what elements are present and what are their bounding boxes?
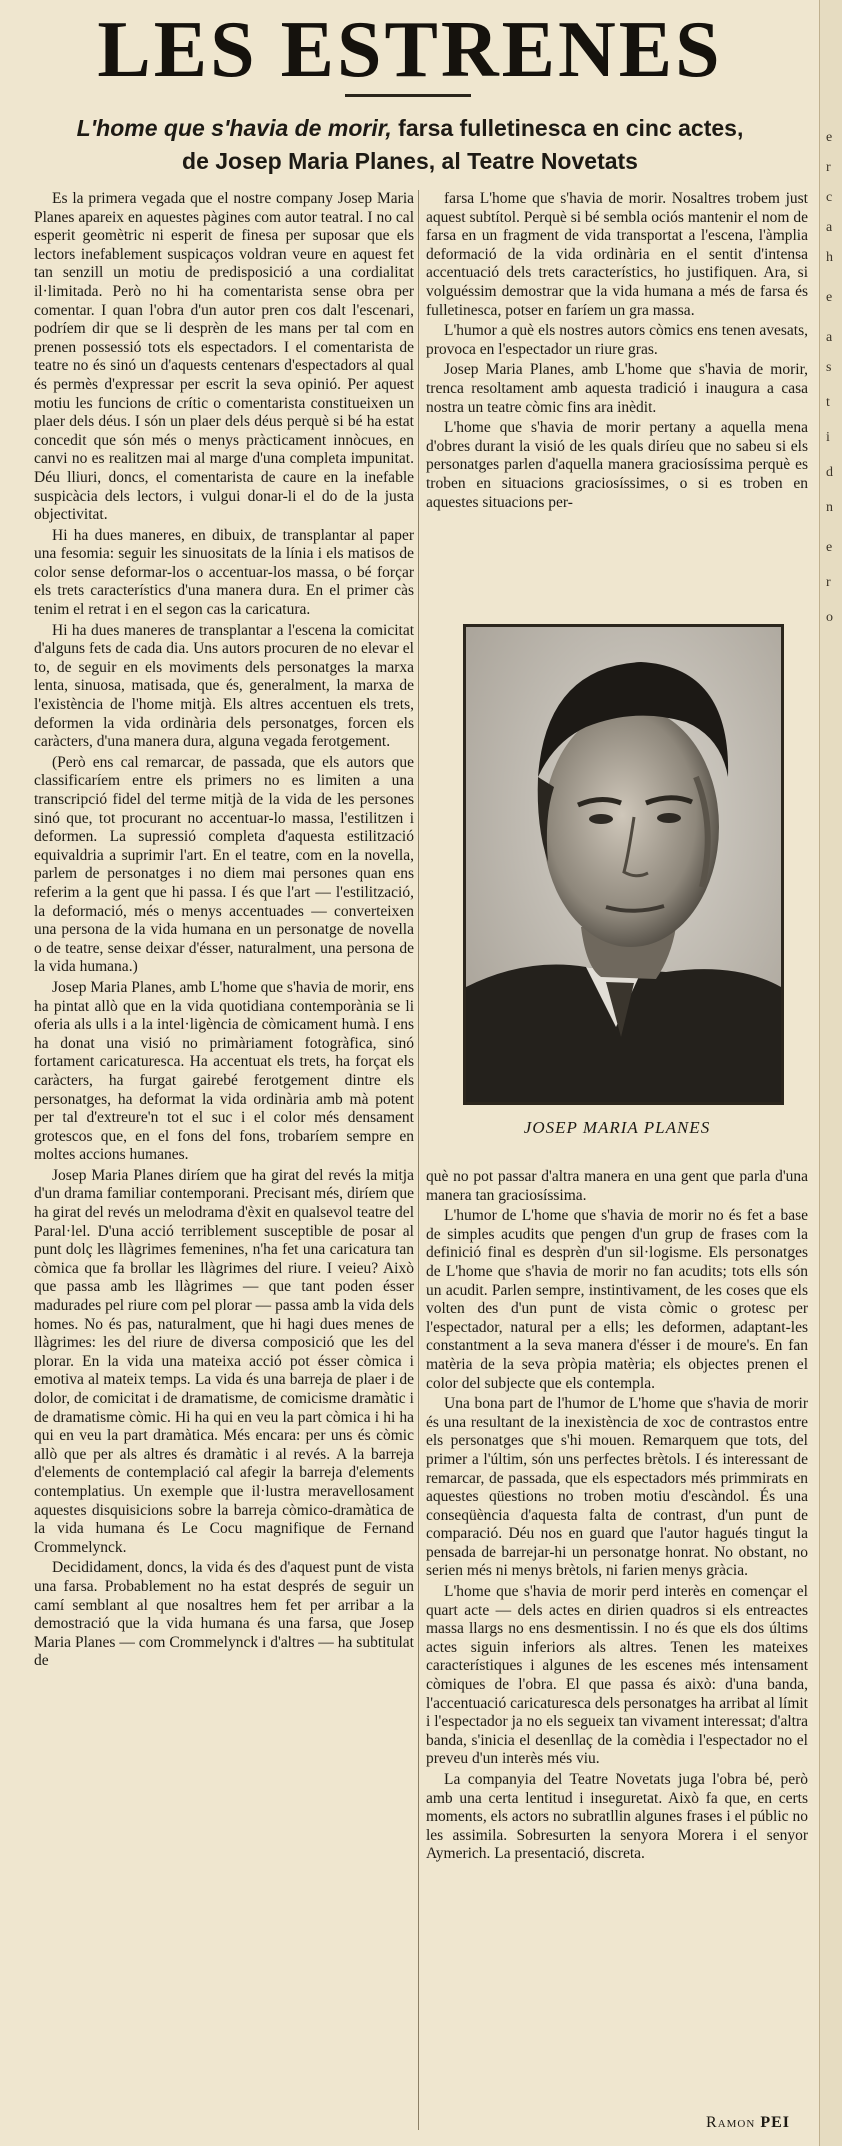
portrait-caption: JOSEP MARIA PLANES xyxy=(523,1118,711,1137)
paragraph: farsa L'home que s'havia de morir. Nosaltres trobem just aquest subtítol. Perquè si bé sembla ociós mantenir el nom de farsa en un fragment de vida transportat a l'escena, l'àmplia deformació de la vida ordinària en el sentit d'intensa accentuació dels trets característics, ho justifiquen. Ara, si volguéssim demostrar que la vida humana a més de farsa és fulletinesca, potser en faríem un gra massa. xyxy=(426,190,808,319)
author-portrait xyxy=(463,624,784,1105)
paragraph: Josep Maria Planes, amb L'home que s'havia de morir, trenca resoltament amb aquesta tradició i inaugura a casa nostra un teatre còmic fins ara inèdit. xyxy=(426,361,808,416)
paragraph: L'humor de L'home que s'havia de morir no és fet a base de simples acudits que pengen d'un grup de frases com la definició final es desprèn d'un sil·logisme. Els personatges de L'home que s'havia de morir no fan acudits; tots ells són un acudit. Parlen sempre, instintivament, de les coses que els volten des d'un punt de vista còmic o grotesc per l'espectador, natural per a ells; les deformen, adaptant-les constantment a la seva manera d'ésser i de moure's. En fan matèria de la seva pròpia matèria; els objectes prenen el color del subjecte que els contempla. xyxy=(426,1207,808,1392)
author-signature xyxy=(706,2114,790,2132)
right-column-top xyxy=(426,190,808,608)
edge-glyph: r xyxy=(826,575,831,590)
edge-glyph: e xyxy=(826,540,833,555)
paragraph: Decididament, doncs, la vida és des d'aquest punt de vista una farsa. Probablement no ha estat després de seguir un camí semblant al que nosaltres hem fet per arribar a la demostració que la vida humana és una farsa, que Josep Maria Planes — com Crommelynck i d'altres — ha subtitulat de xyxy=(34,1559,414,1670)
edge-glyph: t xyxy=(826,395,830,410)
adjacent-page-edge xyxy=(819,0,842,2146)
column-divider xyxy=(418,190,419,2130)
edge-glyph: r xyxy=(826,160,831,175)
subtitle-line-1 xyxy=(20,112,800,145)
edge-glyph: n xyxy=(826,500,833,515)
article-subtitle xyxy=(20,112,800,178)
paragraph: Hi ha dues maneres, en dibuix, de transplantar al paper una fesomia: seguir les sinuositats de la línia i els matisos de color sense deformar-los o accentuar-los massa, o bé forçar els trets característics d'una manera dura. En el primer càs tenim el retrat i en el segon cas la caricatura. xyxy=(34,526,414,619)
paragraph: L'humor a què els nostres autors còmics ens tenen avesats, provoca en l'espectador un riure gras. xyxy=(426,322,808,358)
portrait-drawing xyxy=(466,627,781,1102)
paragraph: Josep Maria Planes diríem que ha girat del revés la mitja d'un drama familiar contemporani. Precisant més, diríem que ha girat del revés un melodrama d'èxit en qualsevol teatre del Paral·lel. D'una acció terriblement susceptible de posar al punt dolç les llàgrimes femenines, n'ha fet una caricatura tan còmica que fa brollar les llàgrimes del riure. I veieu? Això que passa amb les llàgrimes — que tant poden ésser madurades pel riure com pel plorar — passa amb la vida dels homes. No és pas, naturalment, que hi hagi dues menes de llàgrimes: les del riure de diversa composició que les del plorar. En la vida una mateixa acció pot ésser còmica i emotiva al mateix temps. La vida és una barreja de plaer i de dolor, de comicitat i de dramatisme, de comicisme dramàtic i de dramatisme còmic. Hi ha qui en veu la part còmica i hi ha qui en veu la part dramàtica. Més encara: per uns és còmic allò que per als altres és dramàtic i al revés. A la barreja d'elements de contemplació cal afegir la barreja d'elements contemplatius. Un exemple que il·lustra meravellosament aquestes disquisicions sobre la barreja còmico-dramàtica de la vida humana és Le Cocu magnifique de Fernand Crommelynck. xyxy=(34,1166,414,1556)
masthead: LES ESTRENES xyxy=(97,6,723,94)
edge-glyph: c xyxy=(826,190,833,205)
paragraph: Una bona part de l'humor de L'home que s'havia de morir és una resultant de la inexistència de xoc de contrastos entre els personatges que s'hi mouen. Remarquem que tots, del primer a l'últim, són uns perfectes brètols. I és interessant de remarcar, de passada, que els espectadors més primmirats en aquestes qüestions no troben motiu d'escàndol. És una conseqüència d'aquesta falta de contrast, d'un punt de comparació. Déu nos en guard que l'autor hagués tingut la pensada de barrejar-hi un personatge honrat. No obstant, no serien més ni menys brètols, ni farien menys gràcia. xyxy=(426,1395,808,1580)
paragraph: (Però ens cal remarcar, de passada, que els autors que classificaríem entre els primers no es limiten a una transcripció fidel del terme mitjà de la vida de les persones sinó que, tot procurant no accentuar-lo massa, l'estilitzen i deformen. La supressió completa d'aquesta estilització equivaldria a suprimir l'art. En el teatre, com en la novella, parlem de personatges i no diem mai persones quan ens referim a la gent que hi passa. I és que l'art — l'estilització, la deformació, més o menys accentuades — converteixen una persona de la vida humana en un personatge de novella o de teatre, sense deixar d'ésser, naturalment, una persona de la vida humana.) xyxy=(34,753,414,976)
edge-glyph: a xyxy=(826,330,833,345)
paragraph: L'home que s'havia de morir pertany a aquella mena d'obres durant la visió de les quals diríeu que no sabeu si els personatges parlen d'aquella manera graciosíssima perquè es troben en situacions graciosíssimes, o si es troben en aquestes situacions per- xyxy=(426,419,808,511)
signature-first-name: Ramon xyxy=(706,2114,756,2131)
left-column xyxy=(34,190,414,2140)
paragraph: Josep Maria Planes, amb L'home que s'havia de morir, ens ha pintat allò que en la vida quotidiana contemporània se li oferia als ulls i a la intel·ligència de còmicament humà. I ens ha donat una visió no primàriament fotogràfica, sinó fortament caricaturesca. Ha accentuat els trets, ha forçat els caràcters, ha furgat gairebé ferotgement dintre els personatges, ha deformat la vida ordinària amb mà potent per tal d'extreure'n tot el suc i el color més densament grotescos que, en el fons del fons, trobaríem sempre en moltes accions humanes. xyxy=(34,978,414,1164)
subtitle-line-2: de Josep Maria Planes, al Teatre Novetats xyxy=(182,148,638,174)
edge-glyph: d xyxy=(826,465,833,480)
paragraph: què no pot passar d'altra manera en una gent que parla d'una manera tan graciosíssima. xyxy=(426,1168,808,1204)
edge-glyph: e xyxy=(826,130,833,145)
paragraph: Hi ha dues maneres de transplantar a l'escena la comicitat d'alguns fets de cada dia. Uns autors procuren de no elevar el to, de seguir en els moviments dels personatges la marxa lenta, sinuosa, matisada, que és, generalment, la marxa de l'existència de l'home mitjà. Els altres accentuen els trets, deformen la vida ordinària dels personatges, forcen els caràcters, d'una manera dura, alguna vegada ferotgement. xyxy=(34,621,414,751)
edge-glyph: h xyxy=(826,250,833,265)
edge-glyph: a xyxy=(826,220,833,235)
play-title: L'home que s'havia de morir, xyxy=(76,115,392,141)
signature-last-name: PEI xyxy=(760,2114,790,2131)
edge-glyph: e xyxy=(826,290,833,305)
edge-glyph: s xyxy=(826,360,832,375)
paragraph: L'home que s'havia de morir perd interès en començar el quart acte — dels actes en dirien quadros si els entreactes massa llargs no ens desmentissin. I no és que els dos últims actes siguin inferiors als altres. Tenen les mateixes característiques i algunes de les escenes més intensament còmiques de l'obra. El que passa és això: d'una banda, l'accentuació caricaturesca dels personatges ha arribat al límit i l'espectador ja no els segueix tan vivament interessat; d'altra banda, s'inicia el desenllaç de la comèdia i l'espectador no el preveu d'un interès més viu. xyxy=(426,1583,808,1768)
edge-glyph: o xyxy=(826,610,833,625)
right-column-bottom xyxy=(426,1168,808,2098)
masthead-rule xyxy=(345,94,471,97)
paragraph: La companyia del Teatre Novetats juga l'obra bé, però amb una certa lentitud i inseguretat. Això fa que, en certs moments, els actors no subratllin algunes frases i el públic no les assimila. Sobresurten la senyora Morera i el senyor Aymerich. La presentació, discreta. xyxy=(426,1771,808,1863)
paragraph: Es la primera vegada que el nostre company Josep Maria Planes apareix en aquestes pàgines com autor teatral. I no cal esperit geomètric ni esperit de finesa per suposar que els lectors inefablement suspicaços voldran veure en aquest fet tan senzill un motiu de predisposició a una cordialitat il·limitada. Però no hi ha comentarista sense obra per comentar. I quan l'obra d'un autor pren cos dalt l'escenari, podríem dir que se li desprèn de les mans per tal com en prenen possessió tots els espectadors. I el comentarista de teatre no és sinó un d'aquests centenars d'espectadors al qual és permès d'expressar per escrit la seva opinió. Per aquest motiu les funcions de crític o comentarista constitueixen un plaer dels déus. I són un plaer dels déus perquè si bé ha estat concedit que són més o menys pràcticament innòcues, en canvi no es realitzen mai al marge d'una completa impunitat. Déu lliuri, doncs, el comentarista de caure en la inefable suspicàcia dels lectors, i vulgui donar-li el do de la justa objectivitat. xyxy=(34,190,414,524)
edge-glyph: i xyxy=(826,430,830,445)
subtitle-rest: farsa fulletinesca en cinc actes, xyxy=(391,115,744,141)
